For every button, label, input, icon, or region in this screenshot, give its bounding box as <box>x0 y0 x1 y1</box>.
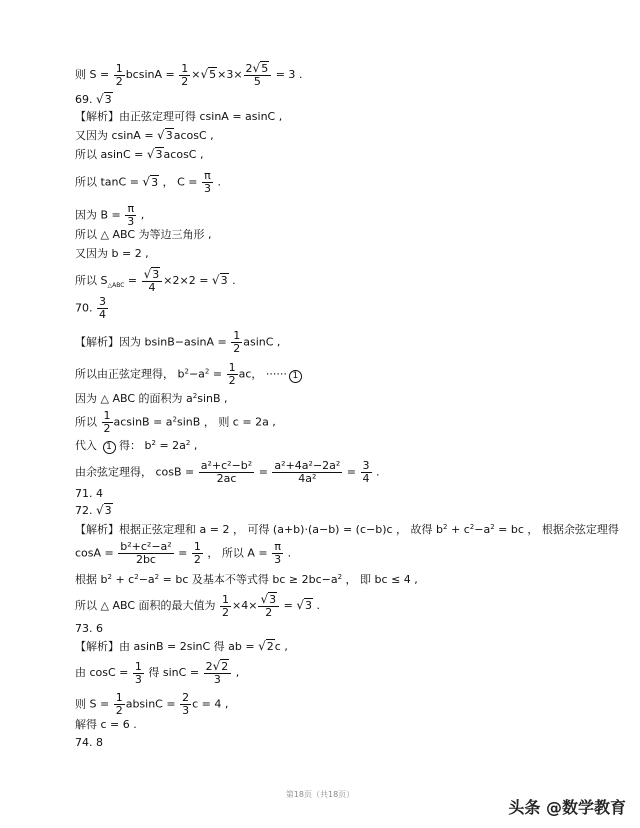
text-line: 因为 B = $\frac{\pi}{3}$ , <box>75 202 145 228</box>
text-line: 所以 asinC = √3acosC , <box>75 147 204 161</box>
page-footer: 第18页（共18页） <box>285 790 355 799</box>
text-line: 【解析】由 asinB = 2sinC 得 ab = √2c , <box>75 639 288 653</box>
text-line: 则 S = $\frac{1}{2}$ absinC = $\frac{2}{3}$ c = 4 , <box>75 691 229 717</box>
answer-number: 70. $\frac{3}{4}$ <box>75 295 106 321</box>
watermark-logo: 头条 @数学教育 <box>508 798 626 817</box>
text-line: cosA = $\frac{\text{b²+c²−a²}}{2bc}$ = $\frac{1}{2}$ ， 所以 A = $\frac{\pi}{3}$ . <box>75 540 292 566</box>
text-line: 由 cosC = $\frac{1}{3}$ 得 sinC = $\frac{2√2}{3}$ , <box>75 659 240 686</box>
text-line: 根据 $b^2 + c^2-a^2$ = bc 及基本不等式得 bc ≥ $2bc-a^2$ ， 即 bc ≤ 4 , <box>75 573 418 586</box>
text-line: 所以由正弦定理得， $b^2-a^2$ = $\frac{1}{2}$ ac， ······ 1 <box>75 362 302 387</box>
fraction: $\frac{1}{2}$ <box>115 61 123 88</box>
fraction: $\frac{1}{2}$ <box>181 61 189 88</box>
text-line: 【解析】由正弦定理可得 csinA = asinC , <box>75 110 283 123</box>
answer-number: 72. √3 <box>75 503 112 517</box>
text-line: 所以 $S_{\triangle ABC}$ = $\frac{√3}{4}$ ×2×2 = √3 . <box>75 267 236 294</box>
text-line: 由余弦定理得， cosB = $\frac{\text{a²+c²−b²}}{2ac}$ = $\frac{\text{a²+4a²−2a²}}{\text{4a²}}$ = $\frac{3}{4}$ . <box>75 459 380 485</box>
answer-number: 71. 4 <box>75 487 103 500</box>
text-line: 所以 △ ABC 为等边三角形 , <box>75 228 212 241</box>
answer-number: 74. 8 <box>75 736 103 749</box>
text-line: 又因为 b = 2 , <box>75 247 149 260</box>
text-line: 又因为 csinA = √3acosC , <box>75 128 214 142</box>
answer-number: 69. √3 <box>75 92 112 106</box>
text-line: 则 S = $\frac{1}{2}$ bcsinA = $\frac{1}{2}$ ×√5×3× $\frac{2√5}{5}$ = 3 . <box>75 61 303 88</box>
text-line: 因为 △ ABC 的面积为 $a^2\sin B$ , <box>75 392 228 405</box>
text-line: 所以 $\frac{1}{2}$ $acsinB = a^2\sin B$ ， 则 c = 2a , <box>75 409 276 435</box>
text-line: 【解析】因为 bsinB−asinA = $\frac{1}{2}$ asinC , <box>75 329 281 355</box>
text-line: 所以 △ ABC 面积的最大值为 $\frac{1}{2}$ ×4× $\frac{√3}{2}$ = √3 . <box>75 592 320 619</box>
text-line: 所以 tanC = √3 ， C = $\frac{\pi}{3}$ . <box>75 169 221 195</box>
fraction: $\frac{2√5}{5}$ <box>244 62 272 88</box>
answer-number: 73. 6 <box>75 622 103 635</box>
text-line: 【解析】根据正弦定理和 a = 2 ， 可得 (a+b)·(a−b) = (c−b)c ， 故得 $b^2 + c^2-a^2$ = bc ， 根据余弦定理得 <box>75 523 619 536</box>
text-line: 解得 c = 6 . <box>75 718 137 731</box>
text-line: 代入 1 得： $b^2 = 2a^2$ , <box>75 439 198 452</box>
